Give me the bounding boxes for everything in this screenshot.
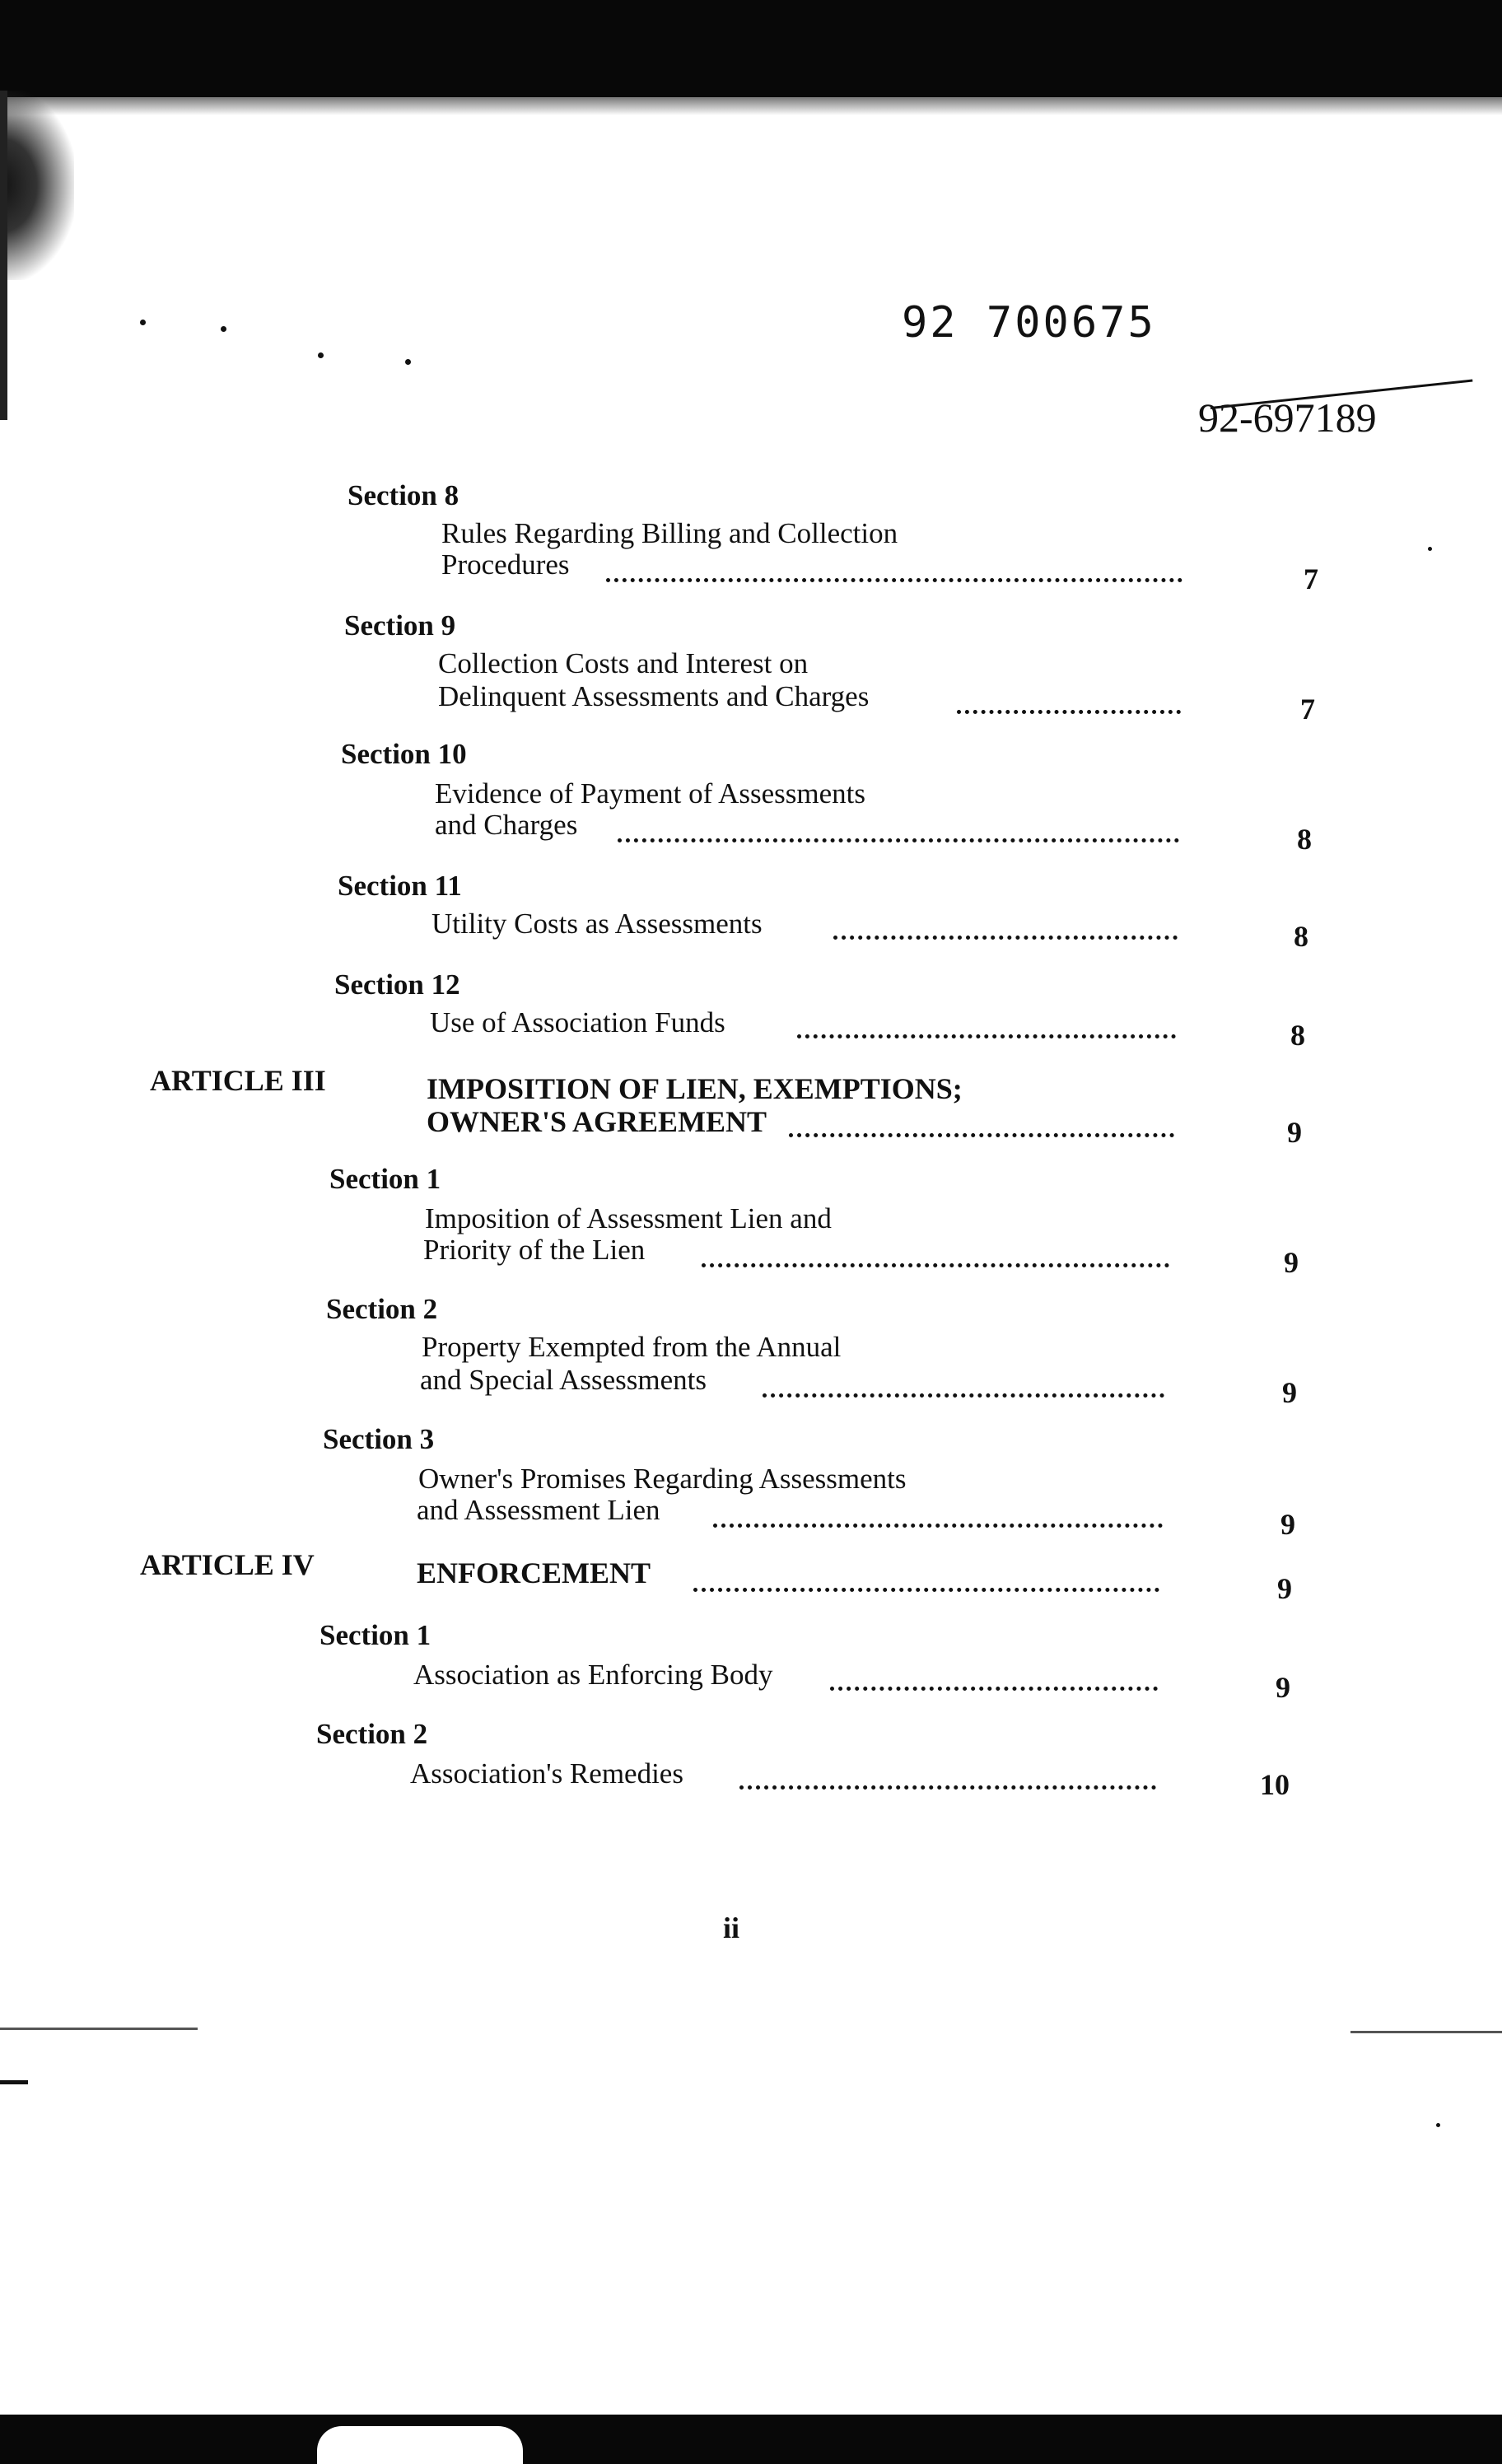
toc-label: Section 2 bbox=[316, 1718, 428, 1750]
toc-article-label: ARTICLE IV bbox=[140, 1548, 315, 1581]
toc-title-line: Property Exempted from the Annual bbox=[422, 1331, 842, 1363]
scan-speck bbox=[405, 359, 411, 365]
scan-line bbox=[1350, 2031, 1502, 2033]
toc-page-number: 10 bbox=[1260, 1768, 1290, 1801]
toc-title-line: Delinquent Assessments and Charges bbox=[438, 680, 870, 712]
scan-left-strip bbox=[0, 91, 7, 420]
toc-title-line: Collection Costs and Interest on bbox=[438, 647, 809, 679]
toc-label: Section 1 bbox=[329, 1163, 441, 1195]
toc-label: Section 11 bbox=[338, 870, 462, 902]
toc-article-label: ARTICLE III bbox=[150, 1064, 326, 1097]
toc-title-line: and Special Assessments bbox=[420, 1364, 707, 1396]
toc-article-title-line: ENFORCEMENT bbox=[417, 1556, 651, 1589]
toc-article-title-line: OWNER'S AGREEMENT bbox=[427, 1105, 767, 1138]
scan-speck bbox=[1436, 2123, 1440, 2127]
toc-title-line: Association's Remedies bbox=[410, 1757, 683, 1790]
toc-label: Section 2 bbox=[326, 1293, 438, 1325]
toc-page-number: 9 bbox=[1284, 1246, 1299, 1279]
dot-leader bbox=[763, 1382, 1164, 1398]
scan-speck bbox=[1428, 547, 1432, 551]
scan-bottom-notch bbox=[317, 2426, 523, 2464]
toc-page-number: 9 bbox=[1280, 1508, 1295, 1541]
toc-article-title-line: IMPOSITION OF LIEN, EXEMPTIONS; bbox=[427, 1072, 963, 1105]
page-number-roman: ii bbox=[723, 1911, 740, 1944]
toc-label: Section 10 bbox=[341, 738, 467, 770]
dot-leader bbox=[739, 1774, 1156, 1790]
scan-left-blot bbox=[0, 91, 74, 280]
dot-leader bbox=[833, 924, 1178, 940]
toc-title-line: and Charges bbox=[435, 809, 578, 841]
scan-speck bbox=[221, 326, 226, 332]
struck-document-number: 92-697189 bbox=[1198, 394, 1377, 441]
toc-title-line: Owner's Promises Regarding Assessments bbox=[418, 1463, 907, 1495]
dot-leader bbox=[957, 698, 1181, 714]
toc-title-line: and Assessment Lien bbox=[417, 1494, 660, 1526]
toc-page-number: 8 bbox=[1294, 920, 1308, 953]
toc-label: Section 8 bbox=[348, 479, 459, 511]
toc-title-line: Evidence of Payment of Assessments bbox=[435, 777, 865, 810]
toc-label: Section 3 bbox=[323, 1423, 435, 1455]
toc-page-number: 9 bbox=[1287, 1116, 1302, 1149]
toc-page-number: 9 bbox=[1282, 1376, 1297, 1409]
toc-page-number: 9 bbox=[1277, 1572, 1292, 1605]
dot-leader bbox=[789, 1122, 1174, 1137]
toc-label: Section 9 bbox=[344, 609, 456, 642]
toc-title-line: Procedures bbox=[441, 548, 570, 581]
toc-page-number: 9 bbox=[1276, 1671, 1290, 1704]
scan-line bbox=[0, 2028, 198, 2030]
dot-leader bbox=[830, 1675, 1158, 1691]
toc-label: Section 12 bbox=[334, 968, 460, 1001]
toc-title-line: Use of Association Funds bbox=[430, 1006, 725, 1038]
toc-title-line: Priority of the Lien bbox=[423, 1234, 646, 1266]
scan-top-shadow bbox=[0, 82, 1502, 115]
toc-page-number: 7 bbox=[1304, 562, 1318, 595]
dot-leader bbox=[702, 1252, 1169, 1267]
toc-page-number: 8 bbox=[1297, 823, 1312, 856]
toc-title-line: Rules Regarding Billing and Collection bbox=[441, 517, 898, 549]
scan-speck bbox=[318, 352, 324, 358]
dot-leader bbox=[618, 827, 1179, 842]
dot-leader bbox=[797, 1023, 1176, 1038]
scan-bottom-border bbox=[0, 2415, 1502, 2464]
document-number: 92 700675 bbox=[902, 298, 1156, 348]
scan-mark bbox=[0, 2080, 28, 2084]
toc-page-number: 7 bbox=[1300, 693, 1315, 726]
toc-title-line: Association as Enforcing Body bbox=[413, 1659, 773, 1691]
toc-page-number: 8 bbox=[1290, 1019, 1305, 1052]
toc-title-line: Imposition of Assessment Lien and bbox=[425, 1202, 832, 1234]
scan-speck bbox=[140, 320, 146, 325]
dot-leader bbox=[606, 567, 1182, 582]
toc-label: Section 1 bbox=[320, 1619, 431, 1651]
dot-leader bbox=[713, 1512, 1163, 1528]
toc-title-line: Utility Costs as Assessments bbox=[431, 908, 763, 940]
dot-leader bbox=[693, 1576, 1159, 1592]
